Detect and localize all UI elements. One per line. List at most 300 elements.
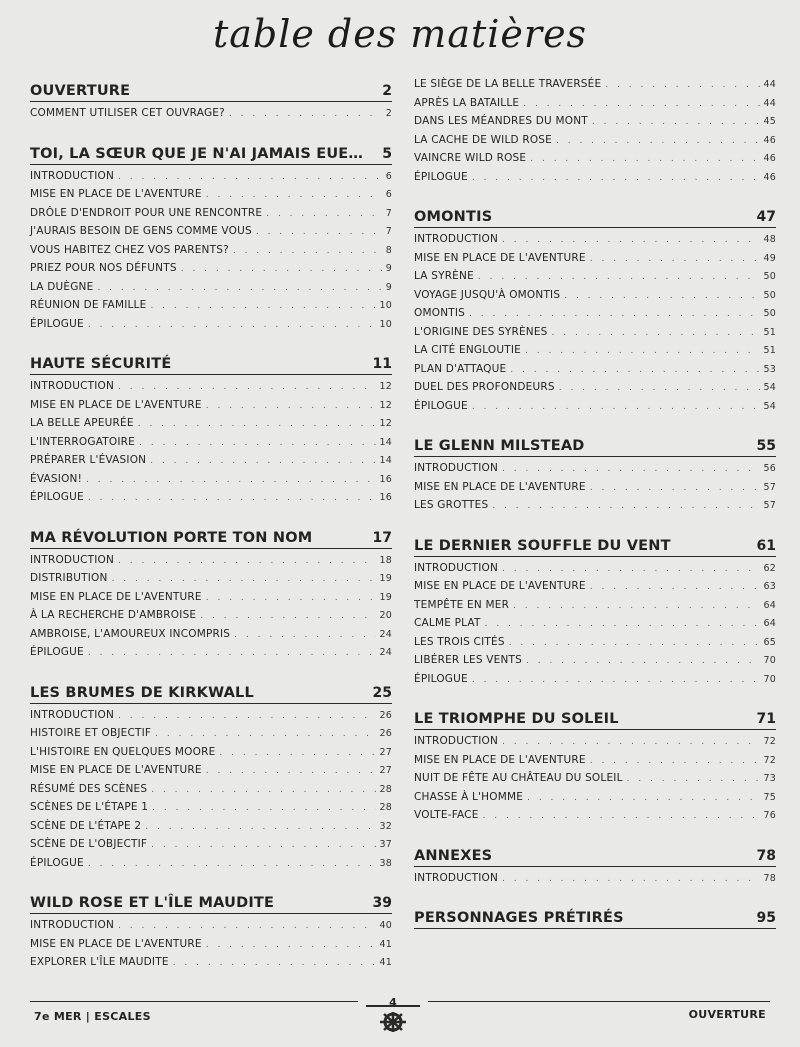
entry-title: MISE EN PLACE DE L'AVENTURE: [30, 764, 202, 776]
entry-page-number: 57: [763, 500, 776, 511]
dot-leader: [526, 656, 760, 666]
dot-leader: [86, 475, 375, 485]
dot-leader: [509, 638, 760, 648]
entry-title: PRIEZ POUR NOS DÉFUNTS: [30, 262, 177, 274]
entry-page-number: 50: [763, 271, 776, 282]
entry-page-number: 14: [379, 436, 392, 448]
entry-title: INTRODUCTION: [414, 561, 499, 574]
section-page-number: 17: [372, 529, 392, 546]
section-heading[interactable]: [30, 78, 392, 102]
toc-entry[interactable]: [30, 857, 392, 876]
entry-page-number: 70: [763, 655, 776, 666]
entry-title: LA DUÈGNE: [30, 280, 94, 293]
dot-leader: [97, 283, 381, 293]
toc-entry[interactable]: [414, 326, 776, 345]
entry-title: MISE EN PLACE DE L'AVENTURE: [414, 251, 586, 264]
dot-leader: [590, 483, 760, 493]
entry-page-number: 24: [379, 647, 392, 658]
entry-title: VAINCRE WILD ROSE: [414, 152, 527, 164]
entry-title: ÉPILOGUE: [30, 856, 84, 869]
toc-entry[interactable]: [30, 281, 392, 300]
toc-entry[interactable]: [414, 344, 776, 363]
section-title: LES BRUMES DE KIRKWALL: [30, 684, 254, 701]
page-number: 4: [389, 996, 397, 1009]
entry-page-number: 78: [763, 872, 776, 884]
toc-entry[interactable]: [414, 307, 776, 326]
section-title: OUVERTURE: [30, 83, 131, 99]
entry-title: INTRODUCTION: [414, 735, 499, 747]
entry-title: LES GROTTES: [414, 499, 489, 511]
toc-entry[interactable]: [30, 628, 392, 647]
dot-leader: [181, 264, 382, 274]
dot-leader: [155, 729, 375, 739]
dot-leader: [118, 711, 375, 721]
toc-entry[interactable]: [30, 746, 392, 765]
entry-page-number: 57: [763, 481, 776, 493]
dot-leader: [469, 309, 759, 319]
entry-title: L'INTERROGATOIRE: [30, 435, 136, 448]
entry-title: RÉUNION DE FAMILLE: [30, 299, 147, 311]
entry-page-number: 9: [385, 281, 392, 293]
dot-leader: [478, 272, 760, 282]
entry-title: INTRODUCTION: [30, 919, 115, 931]
dot-leader: [472, 675, 760, 685]
toc-entry[interactable]: [414, 289, 776, 308]
entry-title: VOLTE-FACE: [414, 809, 479, 821]
dot-leader: [118, 556, 375, 566]
section-title: ANNEXES: [414, 847, 493, 864]
toc-entry[interactable]: [414, 872, 776, 891]
section-page-number: 61: [756, 537, 776, 554]
entry-title: DUEL DES PROFONDEURS: [414, 381, 555, 393]
entry-page-number: 37: [379, 839, 392, 850]
entry-title: ÉVASION!: [30, 472, 83, 485]
entry-page-number: 26: [379, 709, 392, 721]
entry-title: APRÈS LA BATAILLE: [414, 96, 520, 109]
toc-right-column: [414, 78, 776, 944]
dot-leader: [138, 419, 376, 429]
entry-page-number: 50: [763, 308, 776, 319]
dot-leader: [152, 803, 375, 813]
entry-title: PRÉPARER L'ÉVASION: [30, 454, 147, 466]
toc-entry[interactable]: [414, 673, 776, 692]
entry-page-number: 20: [379, 610, 392, 621]
dot-leader: [88, 648, 376, 658]
dot-leader: [525, 346, 759, 356]
dot-leader: [627, 774, 760, 784]
entry-title: INTRODUCTION: [30, 169, 115, 182]
section-heading[interactable]: [414, 843, 776, 867]
dot-leader: [502, 235, 759, 245]
entry-page-number: 73: [763, 773, 776, 784]
toc-entry[interactable]: [30, 709, 392, 728]
toc-entry[interactable]: [414, 462, 776, 481]
toc-section: [414, 706, 776, 828]
section-heading[interactable]: [30, 351, 392, 375]
entry-page-number: 32: [379, 820, 392, 832]
dot-leader: [513, 601, 759, 611]
toc-entry[interactable]: [30, 244, 392, 263]
entry-title: MISE EN PLACE DE L'AVENTURE: [414, 580, 586, 592]
toc-entry[interactable]: [414, 754, 776, 773]
toc-entry[interactable]: [30, 491, 392, 510]
section-title: PERSONNAGES PRÉTIRÉS: [414, 910, 624, 926]
dot-leader: [590, 582, 760, 592]
entry-title: DRÔLE D'ENDROIT POUR UNE RENCONTRE: [30, 206, 263, 219]
dot-leader: [88, 320, 376, 330]
entry-page-number: 62: [763, 562, 776, 574]
toc-entry[interactable]: [414, 363, 776, 382]
entry-page-number: 41: [379, 938, 392, 950]
toc-section: [414, 905, 776, 929]
toc-entry[interactable]: [414, 134, 776, 153]
entry-title: LIBÉRER LES VENTS: [414, 654, 522, 666]
entry-title: LA CITÉ ENGLOUTIE: [414, 344, 522, 356]
section-page-number: 25: [372, 684, 392, 701]
dot-leader: [590, 756, 760, 766]
toc-entry[interactable]: [30, 919, 392, 938]
dot-leader: [502, 874, 759, 884]
entry-title: SCÈNE DE L'OBJECTIF: [30, 838, 148, 850]
section-heading[interactable]: [30, 141, 392, 165]
entry-page-number: 46: [763, 134, 776, 146]
entry-page-number: 76: [763, 810, 776, 821]
entry-page-number: 49: [763, 252, 776, 264]
entry-page-number: 63: [763, 581, 776, 592]
entry-title: INTRODUCTION: [30, 553, 115, 566]
entry-page-number: 10: [379, 300, 392, 311]
entry-title: TEMPÊTE EN MER: [414, 598, 510, 611]
entry-page-number: 7: [385, 207, 392, 219]
toc-entry[interactable]: [30, 262, 392, 281]
toc-entry[interactable]: [414, 791, 776, 810]
entry-page-number: 48: [763, 234, 776, 245]
entry-title: INTRODUCTION: [30, 380, 115, 392]
entry-title: INTRODUCTION: [414, 871, 499, 884]
entry-page-number: 24: [379, 628, 392, 640]
entry-page-number: 46: [763, 171, 776, 183]
section-heading[interactable]: [414, 533, 776, 557]
entry-title: DANS LES MÉANDRES DU MONT: [414, 115, 588, 127]
entry-title: MISE EN PLACE DE L'AVENTURE: [414, 480, 586, 493]
toc-entry[interactable]: [414, 252, 776, 271]
entry-title: INTRODUCTION: [414, 233, 499, 245]
toc-entry[interactable]: [30, 473, 392, 492]
dot-leader: [88, 493, 376, 503]
section-page-number: 5: [382, 145, 392, 162]
toc-entry[interactable]: [414, 499, 776, 518]
section-heading[interactable]: [30, 680, 392, 704]
dot-leader: [233, 246, 382, 256]
toc-entry[interactable]: [30, 417, 392, 436]
dot-leader: [88, 859, 376, 869]
section-title: WILD ROSE ET L'ÎLE MAUDITE: [30, 895, 275, 911]
section-title: LE GLENN MILSTEAD: [414, 438, 585, 454]
toc-entry[interactable]: [30, 956, 392, 975]
entry-page-number: 6: [385, 170, 392, 182]
entry-page-number: 41: [379, 957, 392, 968]
entry-page-number: 53: [763, 363, 776, 375]
entry-title: INTRODUCTION: [414, 462, 499, 474]
entry-page-number: 40: [379, 920, 392, 931]
dot-leader: [559, 383, 760, 393]
toc-entry[interactable]: [30, 609, 392, 628]
dot-leader: [229, 109, 382, 119]
toc-entry[interactable]: [414, 772, 776, 791]
entry-page-number: 64: [763, 618, 776, 629]
entry-page-number: 12: [379, 381, 392, 392]
toc-entry[interactable]: [30, 188, 392, 207]
entry-title: SCÈNE DE L'ÉTAPE 2: [30, 819, 142, 832]
toc-entry[interactable]: [414, 97, 776, 116]
section-page-number: 2: [382, 83, 392, 99]
dot-leader: [556, 136, 759, 146]
toc-entry[interactable]: [30, 225, 392, 244]
toc-entry[interactable]: [30, 938, 392, 957]
entry-page-number: 65: [763, 636, 776, 648]
entry-title: CHASSE À L'HOMME: [414, 790, 524, 803]
dot-leader: [590, 254, 760, 264]
toc-section: [30, 78, 392, 126]
toc-entry[interactable]: [30, 646, 392, 665]
toc-entry[interactable]: [30, 436, 392, 455]
page-title: table des matières: [212, 12, 588, 56]
entry-title: ÉPILOGUE: [414, 672, 468, 685]
toc-left-column: [30, 78, 392, 990]
entry-page-number: 54: [763, 382, 776, 393]
entry-title: MISE EN PLACE DE L'AVENTURE: [414, 753, 586, 766]
toc-entry[interactable]: [414, 152, 776, 171]
entry-title: NUIT DE FÊTE AU CHÂTEAU DU SOLEIL: [414, 772, 623, 784]
toc-section: [30, 351, 392, 510]
section-title: LE TRIOMPHE DU SOLEIL: [414, 711, 619, 727]
entry-title: LES TROIS CITÉS: [414, 635, 505, 648]
dot-leader: [256, 227, 382, 237]
dot-leader: [472, 402, 760, 412]
entry-page-number: 72: [763, 736, 776, 747]
toc-entry[interactable]: [414, 270, 776, 289]
toc-section: [30, 141, 392, 337]
entry-title: L'ORIGINE DES SYRÈNES: [414, 325, 548, 338]
dot-leader: [485, 619, 760, 629]
entry-title: MISE EN PLACE DE L'AVENTURE: [30, 188, 202, 200]
entry-title: ÉPILOGUE: [30, 491, 84, 503]
toc-entry[interactable]: [414, 809, 776, 828]
toc-entry[interactable]: [414, 78, 776, 97]
dot-leader: [527, 793, 759, 803]
entry-title: AMBROISE, L'AMOUREUX INCOMPRIS: [30, 627, 231, 640]
toc-entry[interactable]: [30, 801, 392, 820]
dot-leader: [206, 940, 376, 950]
entry-page-number: 44: [763, 79, 776, 90]
section-page-number: 55: [756, 438, 776, 454]
entry-title: OMONTIS: [414, 307, 466, 319]
entry-page-number: 14: [379, 455, 392, 466]
toc-entry[interactable]: [414, 580, 776, 599]
dot-leader: [118, 921, 375, 931]
entry-page-number: 12: [379, 399, 392, 411]
entry-title: MISE EN PLACE DE L'AVENTURE: [30, 590, 202, 603]
dot-leader: [219, 748, 375, 758]
entry-title: COMMENT UTILISER CET OUVRAGE?: [30, 107, 225, 119]
dot-leader: [150, 456, 375, 466]
entry-page-number: 46: [763, 153, 776, 164]
entry-page-number: 56: [763, 463, 776, 474]
section-heading[interactable]: [414, 706, 776, 730]
toc-entry[interactable]: [414, 171, 776, 190]
page-footer: [30, 998, 770, 1038]
dot-leader: [592, 117, 760, 127]
dot-leader: [118, 382, 375, 392]
entry-title: INTRODUCTION: [30, 708, 115, 721]
entry-page-number: 19: [379, 591, 392, 603]
dot-leader: [266, 209, 382, 219]
entry-page-number: 7: [385, 226, 392, 237]
entry-title: J'AURAIS BESOIN DE GENS COMME VOUS: [30, 225, 252, 237]
dot-leader: [502, 737, 759, 747]
toc-entry[interactable]: [30, 454, 392, 473]
dot-leader: [206, 190, 382, 200]
entry-title: LA CACHE DE WILD ROSE: [414, 133, 553, 146]
toc-entry[interactable]: [414, 233, 776, 252]
section-title: HAUTE SÉCURITÉ: [30, 356, 172, 372]
section-page-number: 71: [756, 711, 776, 727]
dot-leader: [510, 365, 759, 375]
dot-leader: [206, 593, 376, 603]
dot-leader: [150, 301, 375, 311]
toc-entry[interactable]: [30, 380, 392, 399]
toc-entry[interactable]: [414, 636, 776, 655]
toc-entry[interactable]: [30, 554, 392, 573]
entry-page-number: 44: [763, 97, 776, 109]
entry-page-number: 38: [379, 857, 392, 869]
dot-leader: [234, 630, 375, 640]
dot-leader: [552, 328, 760, 338]
entry-title: RÉSUMÉ DES SCÈNES: [30, 782, 148, 795]
dot-leader: [472, 173, 760, 183]
entry-page-number: 8: [385, 244, 392, 256]
dot-leader: [523, 99, 759, 109]
entry-title: ÉPILOGUE: [414, 170, 468, 183]
dot-leader: [206, 401, 376, 411]
entry-title: ÉPILOGUE: [30, 317, 84, 330]
toc-entry[interactable]: [30, 207, 392, 226]
entry-page-number: 27: [379, 746, 392, 758]
entry-page-number: 51: [763, 326, 776, 338]
toc-entry[interactable]: [30, 107, 392, 126]
toc-entry[interactable]: [30, 318, 392, 337]
toc-entry[interactable]: [30, 299, 392, 318]
entry-title: ÉPILOGUE: [414, 399, 468, 412]
dot-leader: [502, 564, 759, 574]
entry-page-number: 10: [379, 318, 392, 330]
entry-title: VOYAGE JUSQU'À OMONTIS: [414, 288, 561, 301]
entry-title: CALME PLAT: [414, 617, 481, 629]
toc-section: [414, 843, 776, 891]
entry-page-number: 64: [763, 599, 776, 611]
dot-leader: [605, 80, 759, 90]
entry-page-number: 27: [379, 765, 392, 776]
entry-page-number: 6: [385, 189, 392, 200]
dot-leader: [200, 611, 375, 621]
footer-book-title: 7e MER | ESCALES: [34, 1010, 151, 1023]
toc-entry[interactable]: [30, 572, 392, 591]
toc-entry[interactable]: [30, 399, 392, 418]
section-heading[interactable]: [414, 905, 776, 929]
toc-section: [30, 680, 392, 876]
toc-entry[interactable]: [30, 838, 392, 857]
entry-title: PLAN D'ATTAQUE: [414, 362, 507, 375]
section-heading[interactable]: [30, 525, 392, 549]
dot-leader: [530, 154, 759, 164]
section-title: MA RÉVOLUTION PORTE TON NOM: [30, 529, 313, 546]
section-heading[interactable]: [30, 890, 392, 914]
entry-page-number: 16: [379, 492, 392, 503]
entry-page-number: 12: [379, 418, 392, 429]
entry-title: LA BELLE APEURÉE: [30, 417, 134, 429]
section-page-number: 11: [372, 356, 392, 372]
toc-entry[interactable]: [30, 764, 392, 783]
toc-entry[interactable]: [30, 170, 392, 189]
toc-section: [414, 533, 776, 692]
dot-leader: [502, 464, 759, 474]
section-heading[interactable]: [414, 433, 776, 457]
dot-leader: [483, 811, 760, 821]
dot-leader: [564, 291, 759, 301]
dot-leader: [151, 840, 375, 850]
toc-section: [414, 204, 776, 418]
toc-entry[interactable]: [414, 400, 776, 419]
toc-section: [414, 433, 776, 518]
entry-title: L'HISTOIRE EN QUELQUES MOORE: [30, 745, 216, 758]
entry-page-number: 19: [379, 573, 392, 584]
entry-title: LE SIÈGE DE LA BELLE TRAVERSÉE: [414, 78, 602, 90]
toc-entry[interactable]: [30, 783, 392, 802]
entry-title: DISTRIBUTION: [30, 572, 108, 584]
toc-entry[interactable]: [30, 820, 392, 839]
entry-title: VOUS HABITEZ CHEZ VOS PARENTS?: [30, 243, 229, 256]
toc-entry[interactable]: [414, 381, 776, 400]
entry-page-number: 28: [379, 783, 392, 795]
toc-entry[interactable]: [414, 735, 776, 754]
toc-entry[interactable]: [414, 115, 776, 134]
toc-entry[interactable]: [414, 599, 776, 618]
toc-entry[interactable]: [30, 727, 392, 746]
entry-page-number: 72: [763, 754, 776, 766]
toc-section: [414, 78, 776, 189]
entry-title: SCÈNES DE L'ÉTAPE 1: [30, 801, 149, 813]
section-page-number: 78: [756, 847, 776, 864]
toc-entry[interactable]: [414, 654, 776, 673]
dot-leader: [173, 958, 376, 968]
entry-page-number: 2: [385, 108, 392, 119]
section-page-number: 39: [372, 895, 392, 911]
toc-section: [30, 525, 392, 665]
dot-leader: [206, 766, 376, 776]
toc-entry[interactable]: [414, 617, 776, 636]
dot-leader: [139, 438, 375, 448]
entry-page-number: 75: [763, 791, 776, 803]
toc-entry[interactable]: [414, 481, 776, 500]
dot-leader: [112, 574, 376, 584]
section-heading[interactable]: [414, 204, 776, 228]
toc-section: [30, 890, 392, 975]
toc-entry[interactable]: [30, 591, 392, 610]
entry-title: MISE EN PLACE DE L'AVENTURE: [30, 398, 202, 411]
toc-entry[interactable]: [414, 562, 776, 581]
entry-page-number: 16: [379, 473, 392, 485]
entry-page-number: 26: [379, 728, 392, 739]
